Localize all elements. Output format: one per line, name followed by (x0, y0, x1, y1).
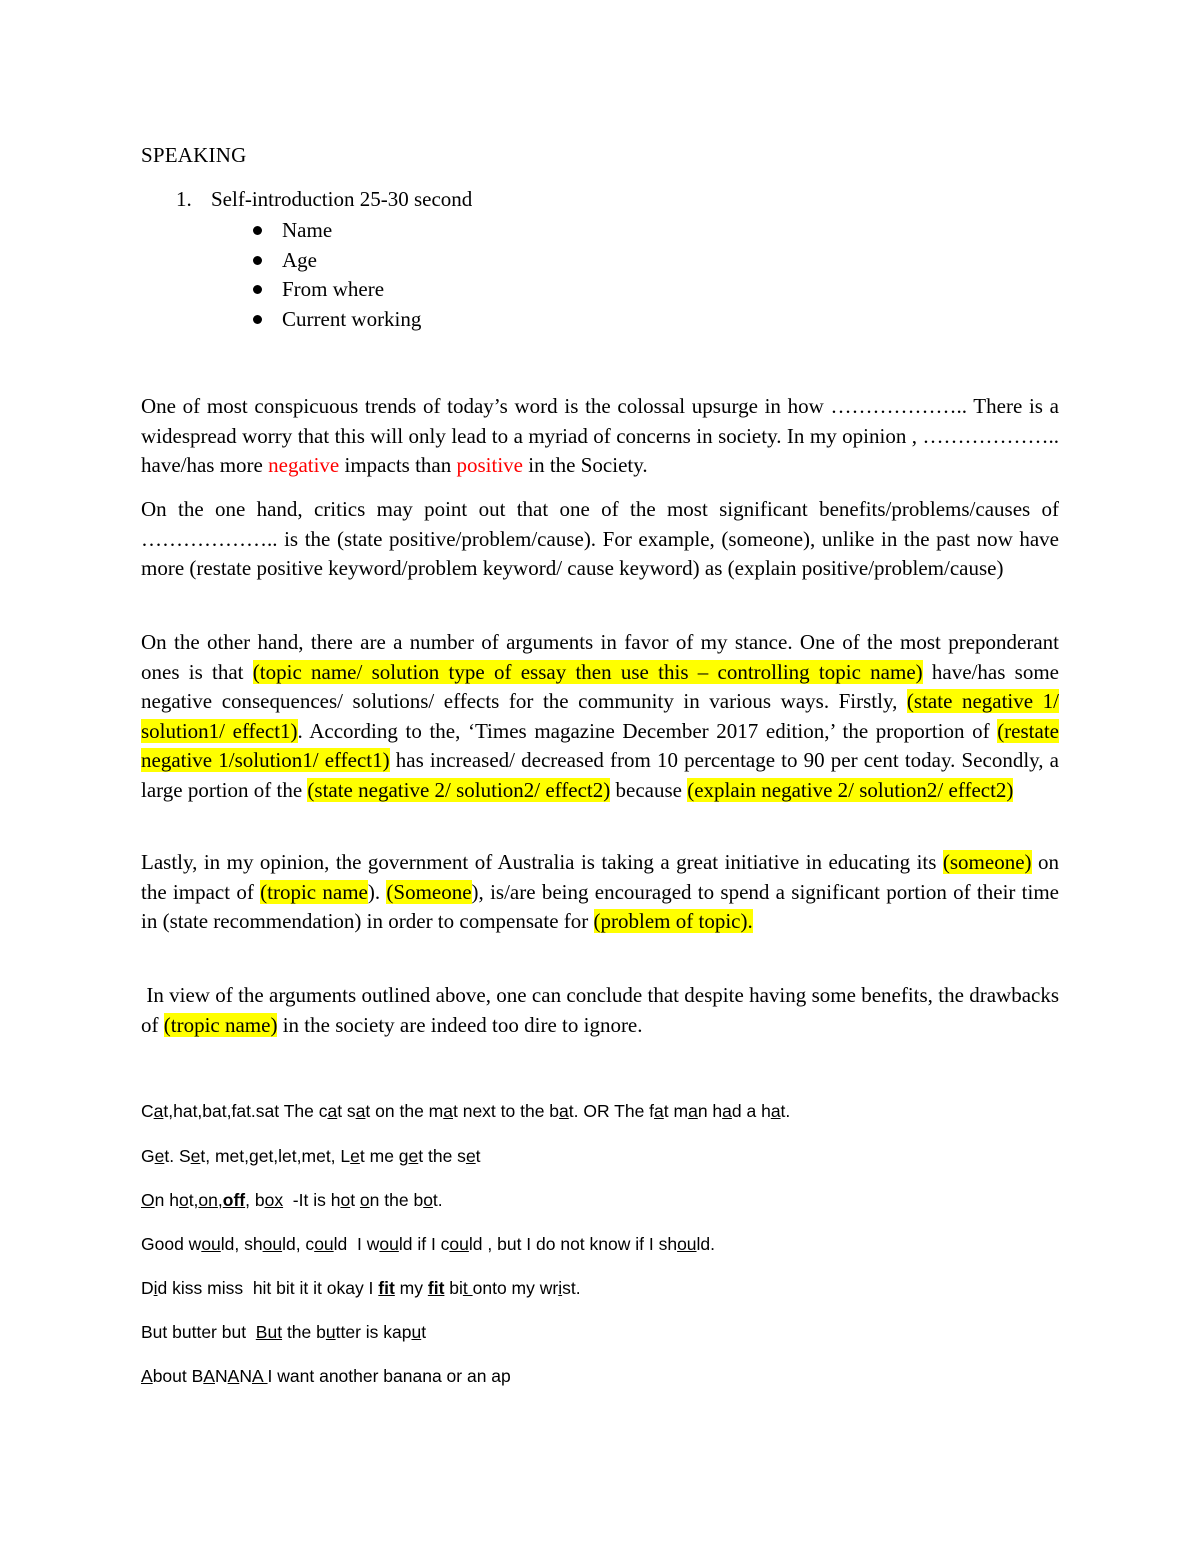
text-run: n h (697, 1101, 723, 1121)
bullet-item: From where (250, 275, 421, 305)
highlighted-text: (topic name/ solution type of essay then use this – controlling topic name) (252, 659, 923, 684)
text-run: t. (432, 1190, 443, 1210)
underlined-sound: A (227, 1366, 240, 1386)
phonics-line-a (141, 1101, 790, 1122)
underlined-sound: a (327, 1101, 338, 1121)
text-run: G (141, 1146, 155, 1166)
text-run: C (141, 1101, 154, 1121)
underlined-sound: a (559, 1101, 569, 1121)
text-run: But butter but (141, 1322, 256, 1342)
text-run: t, met,get,let,met, L (200, 1146, 351, 1166)
highlighted-text: (tropic name) (163, 1012, 278, 1037)
underlined-sound: e (350, 1146, 360, 1166)
red-text: positive (456, 453, 523, 478)
highlighted-text: (explain negative 2/ solution2/ effect2) (687, 777, 1014, 802)
underlined-sound: fit (378, 1278, 395, 1298)
text-run: t,hat,bat,fat.sat The c (163, 1101, 328, 1121)
underlined-sound: u (325, 1322, 336, 1342)
underlined-sound: ou (201, 1234, 221, 1254)
text-run: tter is kap (335, 1322, 412, 1342)
underlined-sound: ou (677, 1234, 697, 1254)
underlined-sound: ou (262, 1234, 283, 1254)
phonics-line-ou (141, 1234, 715, 1255)
text-run: ld. (696, 1234, 716, 1254)
highlighted-text: (state negative 1/ solution1/ effect1) (141, 689, 1059, 743)
underlined-sound: u (411, 1322, 422, 1342)
underlined-sound: e (465, 1146, 476, 1166)
text-run: in the Society. (523, 453, 648, 478)
text-run: d kiss miss hit bit it it okay I (157, 1278, 379, 1298)
text-run: n the b (369, 1190, 424, 1210)
highlighted-text: (tropic name (260, 879, 368, 904)
text-run: t (350, 1190, 360, 1210)
red-text: negative (268, 453, 340, 478)
phonics-line-u (141, 1322, 426, 1343)
text-run: the b (282, 1322, 326, 1342)
text-run: t the s (418, 1146, 466, 1166)
underlined-sound: ox (264, 1190, 284, 1210)
text-run: my (394, 1278, 428, 1298)
paragraph-body-2 (141, 628, 1059, 806)
underlined-sound: a (722, 1101, 732, 1121)
text-run: ). (367, 879, 387, 904)
text-run: ld, c (282, 1234, 315, 1254)
text-run: t s (337, 1101, 356, 1121)
underlined-sound: e (154, 1146, 165, 1166)
paragraph-body-3 (141, 848, 1059, 937)
underlined-sound: A (203, 1366, 215, 1386)
underlined-sound: a (355, 1101, 366, 1121)
underlined-sound: i (558, 1278, 563, 1298)
text-run: N (214, 1366, 228, 1386)
underlined-sound: ou (379, 1234, 399, 1254)
bullet-list (250, 216, 421, 334)
underlined-sound: ou (314, 1234, 334, 1254)
underlined-sound: a (654, 1101, 664, 1121)
text-run: t. OR The f (568, 1101, 655, 1121)
bullet-item: Age (250, 246, 421, 276)
underlined-sound: O (141, 1190, 155, 1210)
text-run: On the other hand, there are a number of arguments in favor of my stance. One of the most preponderant ones is that (141, 630, 1059, 684)
paragraph-conclusion (141, 981, 1065, 1040)
underlined-sound: a (688, 1101, 698, 1121)
underlined-sound: i (153, 1278, 158, 1298)
text-run: ld, sh (220, 1234, 263, 1254)
text-run: Good w (141, 1234, 202, 1254)
paragraph-introduction (141, 392, 1059, 481)
text-run: t (421, 1322, 427, 1342)
underlined-sound: a (153, 1101, 164, 1121)
text-run: t next to the b (452, 1101, 560, 1121)
text-run: onto my wr (472, 1278, 559, 1298)
underlined-sound: But (255, 1322, 283, 1342)
text-run: has increased/ decreased from 10 percentage to 90 per cent today. Secondly, a large portion of the (141, 748, 1059, 802)
highlighted-text: (restate negative 1/solution1/ effect1) (141, 718, 1059, 773)
underlined-sound: o (359, 1190, 370, 1210)
phonics-line-i (141, 1278, 581, 1299)
highlighted-text: (someone) (942, 850, 1032, 874)
underlined-sound: o (423, 1190, 433, 1210)
text-run: , b (245, 1190, 265, 1210)
item-title: Self-introduction 25-30 second (211, 187, 473, 211)
text-run: t, (188, 1190, 199, 1210)
document-heading: SPEAKING (141, 143, 247, 167)
underlined-sound: o (178, 1190, 189, 1210)
text-run: t. S (164, 1146, 191, 1166)
text-run: . According to the, ‘Times magazine December 2017 edition,’ the proportion of (297, 718, 998, 743)
bullet-item: Current working (250, 305, 421, 335)
text-run: I want another banana or an ap (267, 1366, 511, 1386)
text-run: because (610, 777, 688, 802)
highlighted-text: (Someone (386, 879, 472, 904)
text-run: in the society are indeed too dire to ignore. (277, 1012, 643, 1037)
underlined-sound: o (340, 1190, 351, 1210)
underlined-sound: a (443, 1101, 453, 1121)
highlighted-text: (state negative 2/ solution2/ effect2) (307, 777, 611, 802)
text-run: ld I w (333, 1234, 380, 1254)
underlined-sound: ou (449, 1234, 469, 1254)
phonics-line-schwa (141, 1366, 511, 1387)
text-run: N (239, 1366, 252, 1386)
text-run: impacts than (339, 453, 457, 478)
underlined-sound: fit (427, 1278, 445, 1298)
phonics-line-o (141, 1190, 443, 1211)
text-run: ), is/are being encouraged to spend a significant portion of their time in (state recommendation) in order to compensate for (141, 879, 1059, 934)
text-run: ld if I c (398, 1234, 450, 1254)
text-run: bi (444, 1278, 463, 1298)
paragraph-body-1: On the one hand, critics may point out that one of the most significant benefits/problems/causes of ……………….. is the (state positive/problem/cause). For example, (someone), unlike in the past now have more (restate positive keyword/problem keyword/ cause keyword) as (explain positive/problem/cause) (141, 497, 1059, 581)
text-run: n h (154, 1190, 179, 1210)
text-run: Lastly, in my opinion, the government of Australia is taking a great initiative in educating its (141, 850, 943, 874)
text-run: st. (562, 1278, 581, 1298)
underlined-sound: e (408, 1146, 419, 1166)
text-run: d a h (731, 1101, 771, 1121)
highlighted-text: (problem of topic). (593, 909, 753, 934)
text-run: t m (663, 1101, 689, 1121)
text-run: -It is h (283, 1190, 341, 1210)
text-run: One of most conspicuous trends of today’s word is the colossal upsurge in how ……………….. There is a widespread worry that this will only lead to a myriad of concerns in society. In my opinion , ……………….. have/has more (141, 394, 1059, 478)
text-run: bout B (152, 1366, 204, 1386)
underlined-sound: on (198, 1190, 218, 1210)
text-run: , (217, 1190, 223, 1210)
numbered-item (176, 187, 472, 212)
bullet-item: Name (250, 216, 421, 246)
underlined-sound: A (251, 1366, 268, 1386)
underlined-sound: off (222, 1190, 246, 1210)
text-run: t. (780, 1101, 791, 1121)
phonics-line-e (141, 1146, 481, 1167)
underlined-sound: a (770, 1101, 781, 1121)
underlined-sound: t (462, 1278, 473, 1298)
text-run: have/has some negative consequences/ solutions/ effects for the community in various ways. Firstly, (141, 659, 1059, 714)
text-run: t me g (359, 1146, 409, 1166)
text-run: ld , but I do not know if I sh (468, 1234, 678, 1254)
item-number: 1. (176, 187, 192, 211)
text-run: t (475, 1146, 481, 1166)
text-run: D (141, 1278, 154, 1298)
text-run: In view of the arguments outlined above, one can conclude that despite having some benefits, the drawbacks of (141, 983, 1065, 1037)
text-run: on the impact of (141, 850, 1059, 904)
text-run: t on the m (365, 1101, 444, 1121)
underlined-sound: e (190, 1146, 201, 1166)
underlined-sound: A (141, 1366, 153, 1386)
